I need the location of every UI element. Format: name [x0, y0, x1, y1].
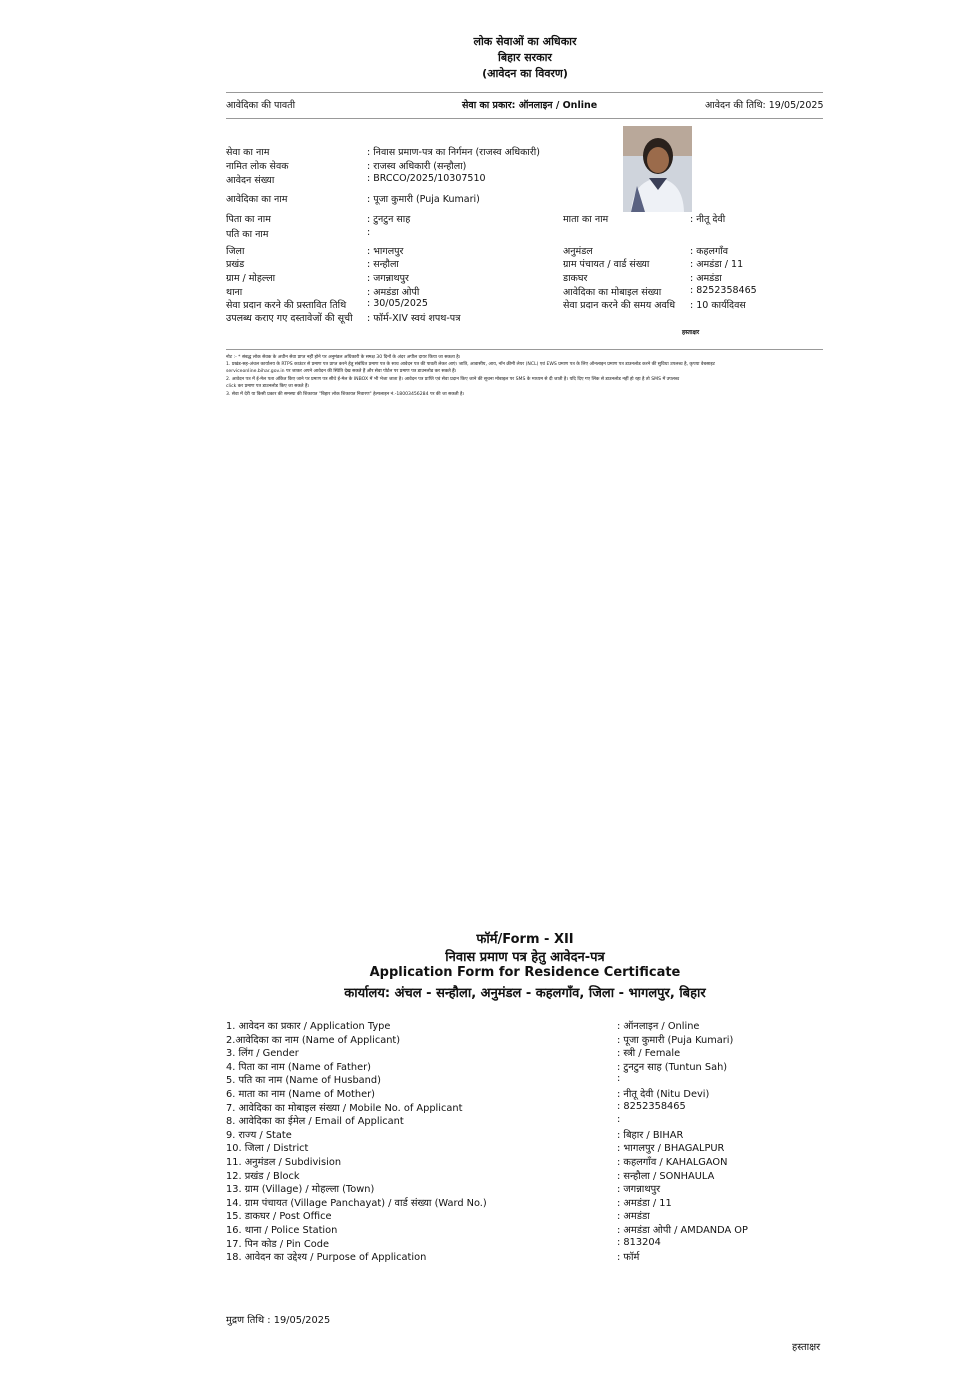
detail-value-post-office: : अमडंडा	[690, 273, 722, 284]
detail-value-police-station: : अमडंडा ओपी	[367, 287, 420, 298]
form-field-label: 2.आवेदिका का नाम (Name of Applicant)	[226, 1035, 401, 1046]
form-field-label: 16. थाना / Police Station	[226, 1225, 338, 1236]
detail-value-proposed-date: : 30/05/2025	[367, 298, 428, 309]
form-field-value: : अमडंडा ओपी / AMDANDA OP	[617, 1225, 748, 1236]
form-field-label: 12. प्रखंड / Block	[226, 1171, 300, 1182]
form-field-value: : टुनटुन साह (Tuntun Sah)	[617, 1062, 728, 1073]
header-subtitle: (आवेदन का विवरण)	[482, 67, 568, 80]
detail-label-police-station: थाना	[226, 287, 243, 298]
detail-label-application-no: आवेदन संख्या	[226, 175, 275, 186]
form-field-label: 10. जिला / District	[226, 1143, 309, 1154]
divider-top	[226, 92, 823, 93]
form-field-value: : कहलगाँव / KAHALGAON	[617, 1157, 728, 1168]
detail-value-documents: : फॉर्म-XIV स्वयं शपथ-पत्र	[367, 313, 461, 324]
detail-label-village: ग्राम / मोहल्ला	[226, 273, 276, 284]
header-title: लोक सेवाओं का अधिकार	[473, 35, 577, 48]
detail-value-public-servant: : राजस्व अधिकारी (सन्हौला)	[367, 161, 467, 172]
detail-value-mother: : नीतू देवी	[690, 214, 726, 225]
detail-value-block: : सन्हौला	[367, 259, 399, 270]
form-field-value: : 813204	[617, 1237, 661, 1248]
detail-value-husband: :	[367, 227, 371, 238]
form-field-label: 14. ग्राम पंचायत (Village Panchayat) / वार्ड संख्या (Ward No.)	[226, 1198, 487, 1209]
note-line: 2. आवेदन पत्र में ई-मेल पता अंकित किए जाने पर प्रमाण पत्र सीधे ई-मेल के INBOX में भी भेजा जाता है। आवेदन पत्र प्राप्ति एवं सेवा प्रदान किए जाने की सूचना मोबाइल पर SMS के माध्यम से दी जाती है। यदि दिए गए लिंक से डाउनलोड नहीं हो रहा है तो SMS में उपलब्ध	[226, 377, 680, 382]
detail-label-block: प्रखंड	[226, 259, 245, 270]
note-line: नोट :- * संबद्ध लोक सेवक के अधीन सेवा प्राप्त नहीं होने पर अनुमंडल अधिकारी के समक्ष 30 दिनों के अंदर अपील दायर किया जा सकता है।	[226, 355, 461, 360]
detail-label-district: जिला	[226, 246, 245, 257]
form-field-value: : जगन्नाथपुर	[617, 1184, 661, 1195]
detail-label-mother: माता का नाम	[563, 214, 609, 225]
signature: हस्ताक्षर	[792, 1342, 821, 1353]
form-field-value: : स्त्री / Female	[617, 1048, 681, 1059]
form-field-value: :	[617, 1114, 621, 1125]
detail-value-village: : जगन्नाथपुर	[367, 273, 409, 284]
form-number: फॉर्म/Form - XII	[476, 932, 574, 947]
form-field-value: : सन्हौला / SONHAULA	[617, 1171, 715, 1182]
detail-label-documents: उपलब्ध कराए गए दस्तावेजों की सूची	[226, 313, 353, 324]
form-field-label: 9. राज्य / State	[226, 1130, 292, 1141]
divider-notes	[226, 349, 823, 350]
receipt-label: आवेदिका की पावती	[226, 100, 296, 111]
form-field-value: : बिहार / BIHAR	[617, 1130, 684, 1141]
form-field-label: 3. लिंग / Gender	[226, 1048, 299, 1059]
detail-label-panchayat: ग्राम पंचायत / वार्ड संख्या	[563, 259, 650, 270]
detail-label-father: पिता का नाम	[226, 214, 271, 225]
detail-label-public-servant: नामित लोक सेवक	[226, 161, 289, 172]
detail-value-subdivision: : कहलगाँव	[690, 246, 729, 257]
form-field-label: 15. डाकघर / Post Office	[226, 1211, 332, 1222]
form-title-english: Application Form for Residence Certificate	[369, 965, 681, 980]
applicant-photo	[623, 126, 692, 212]
divider-receipt	[226, 118, 823, 119]
detail-value-application-no: : BRCCO/2025/10307510	[367, 173, 486, 184]
form-field-value: : 8252358465	[617, 1101, 686, 1112]
form-field-label: 11. अनुमंडल / Subdivision	[226, 1157, 342, 1168]
form-field-label: 5. पति का नाम (Name of Husband)	[226, 1075, 381, 1086]
form-field-value: : नीतू देवी (Nitu Devi)	[617, 1089, 710, 1100]
detail-label-service-period: सेवा प्रदान करने की समय अवधि	[563, 300, 676, 311]
form-field-value: : फॉर्म	[617, 1252, 640, 1263]
form-field-value: : अमडंडा / 11	[617, 1198, 672, 1209]
form-title-hindi: निवास प्रमाण पत्र हेतु आवेदन-पत्र	[445, 950, 605, 965]
detail-value-panchayat: : अमडंडा / 11	[690, 259, 744, 270]
detail-value-service-name: : निवास प्रमाण-पत्र का निर्गमन (राजस्व अधिकारी)	[367, 147, 540, 158]
signature-small: हस्ताक्षर	[682, 329, 700, 336]
detail-value-service-period: : 10 कार्यदिवस	[690, 300, 746, 311]
note-line: serviceonline.bihar.gov.in पर जाकर अपने आवेदन की स्थिति देख सकते हैं और सेवा पोर्टल पर प्रमाण पत्र डाउनलोड कर सकते हैं।	[226, 369, 457, 374]
form-field-value: : ऑनलाइन / Online	[617, 1021, 700, 1032]
detail-label-husband: पति का नाम	[226, 229, 269, 240]
note-line: 3. सेवा में देरी या किसी प्रकार की समस्या की शिकायत "बिहार लोक शिकायत निवारण" हेल्पलाइन नं.-18003456284 पर की जा सकती है।	[226, 392, 465, 397]
detail-value-mobile: : 8252358465	[690, 285, 757, 296]
form-field-value: : पूजा कुमारी (Puja Kumari)	[617, 1035, 734, 1046]
detail-value-father: : टुनटुन साह	[367, 214, 411, 225]
note-line: click कर प्रमाण पत्र डाउनलोड किए जा सकते हैं।	[226, 384, 310, 389]
form-field-label: 17. पिन कोड / Pin Code	[226, 1239, 329, 1250]
application-date: आवेदन की तिथि: 19/05/2025	[705, 100, 824, 111]
form-field-label: 7. आवेदिका का मोबाइल संख्या / Mobile No. of Applicant	[226, 1103, 463, 1114]
print-date: मुद्रण तिथि : 19/05/2025	[226, 1315, 331, 1326]
form-field-label: 18. आवेदन का उद्देश्य / Purpose of Application	[226, 1252, 427, 1263]
form-office: कार्यालय: अंचल - सन्हौला, अनुमंडल - कहलगाँव, जिला - भागलपुर, बिहार	[344, 986, 706, 1001]
form-field-value: : भागलपुर / BHAGALPUR	[617, 1143, 725, 1154]
detail-label-proposed-date: सेवा प्रदान करने की प्रस्तावित तिथि	[226, 300, 347, 311]
service-type: सेवा का प्रकार: ऑनलाइन / Online	[462, 100, 598, 111]
form-field-value: : अमडंडा	[617, 1211, 650, 1222]
detail-label-applicant-name: आवेदिका का नाम	[226, 194, 288, 205]
detail-value-district: : भागलपुर	[367, 246, 404, 257]
form-field-label: 1. आवेदन का प्रकार / Application Type	[226, 1021, 391, 1032]
detail-value-applicant-name: : पूजा कुमारी (Puja Kumari)	[367, 194, 480, 205]
detail-label-subdivision: अनुमंडल	[563, 246, 593, 257]
detail-label-mobile: आवेदिका का मोबाइल संख्या	[563, 287, 662, 298]
form-field-label: 8. आवेदिका का ईमेल / Email of Applicant	[226, 1116, 404, 1127]
detail-label-service-name: सेवा का नाम	[226, 147, 270, 158]
form-field-value: :	[617, 1073, 621, 1084]
form-field-label: 6. माता का नाम (Name of Mother)	[226, 1089, 375, 1100]
note-line: 1. प्रखंड-सह-अंचल कार्यालय के RTPS काउंटर से प्रमाण पत्र प्राप्त करने हेतु संबंधित प्रमाण पत्र के साथ आवेदन पत्र की पावती लेकर आएं। जाति, आवासीय, आय, नॉन क्रीमी लेयर (NCL) एवं EWS प्रमाण पत्र के लिए ऑनलाइन प्रमाण पत्र डाउनलोड करने की सुविधा उपलब्ध है, कृपया वेबसाइट	[226, 362, 715, 367]
header-government: बिहार सरकार	[498, 51, 552, 64]
form-field-label: 13. ग्राम (Village) / मोहल्ला (Town)	[226, 1184, 375, 1195]
detail-label-post-office: डाकघर	[563, 273, 588, 284]
form-field-label: 4. पिता का नाम (Name of Father)	[226, 1062, 371, 1073]
